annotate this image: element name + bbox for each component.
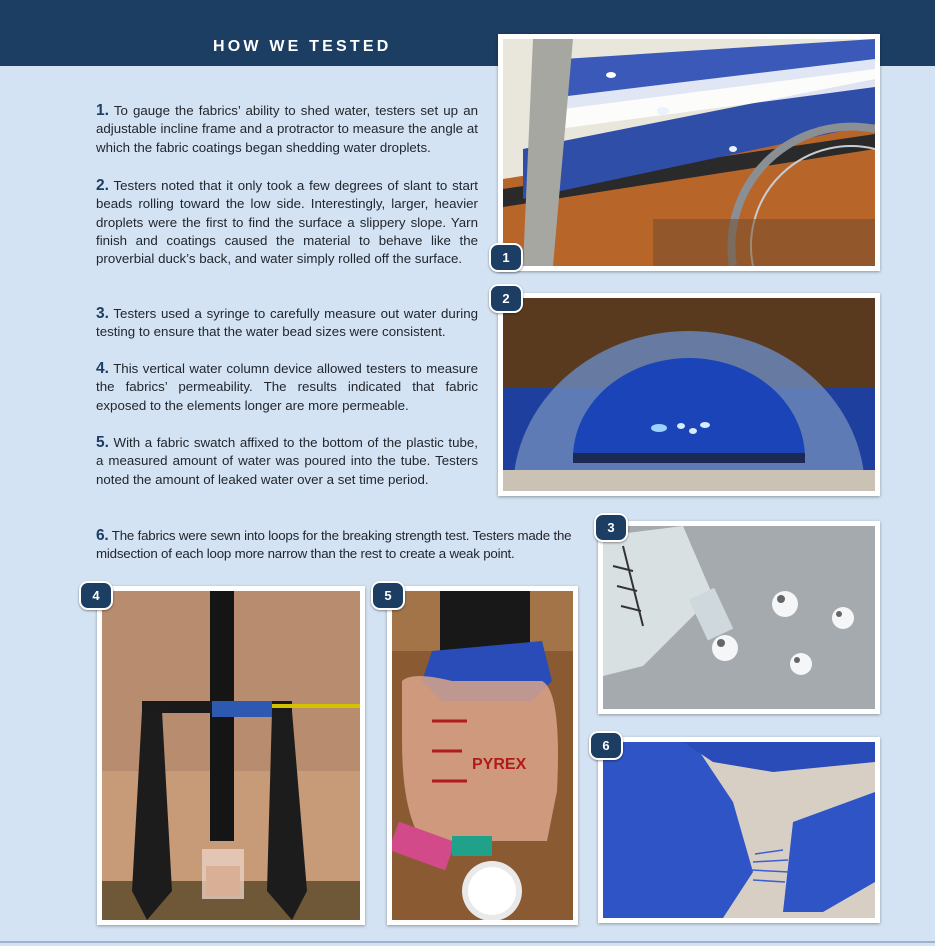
step-text: With a fabric swatch affixed to the bottom of the plastic tube, a measured amount of water was poured into the tube. Testers noted the amount of leaked water over a set time period.: [96, 435, 478, 487]
step-3: [96, 305, 478, 342]
step-4: [96, 360, 478, 415]
step-6: [96, 527, 582, 564]
photo-badge-2: 2: [489, 284, 523, 313]
photo-protractor-beads: [498, 293, 880, 496]
step-number: 3.: [96, 305, 109, 322]
photo-badge-1: 1: [489, 243, 523, 272]
photo-badge-5: 5: [371, 581, 405, 610]
step-text: The fabrics were sewn into loops for the breaking strength test. Testers made the midsection of each loop more narrow than the rest to create a weak point.: [96, 528, 572, 562]
photo-badge-6: 6: [589, 731, 623, 760]
step-text: To gauge the fabrics’ ability to shed water, testers set up an adjustable incline frame and a protractor to measure the angle at which the fabric coatings began shedding water droplets.: [96, 103, 478, 155]
photo-torn-fabric: [598, 737, 880, 923]
step-text: Testers used a syringe to carefully measure out water during testing to ensure that the water bead sizes were consistent.: [96, 306, 478, 340]
bottom-rule: [0, 941, 935, 943]
photo-syringe-beads: [598, 521, 880, 714]
step-text: Testers noted that it only took a few degrees of slant to start beads rolling toward the low side. Interestingly, larger, heavier droplets were the first to find the surface a slippery slope. Yarn finish and coatings caused the material to behave like the proverbial duck’s back, and water simply rolled off the surface.: [96, 178, 478, 267]
step-text: This vertical water column device allowed testers to measure the fabrics’ permeability. The results indicated that fabric exposed to the elements longer are more permeable.: [96, 361, 478, 413]
step-1: [96, 102, 478, 157]
step-number: 4.: [96, 360, 109, 377]
photo-pyrex-cup: [387, 586, 578, 925]
step-number: 5.: [96, 434, 109, 451]
step-2: [96, 177, 478, 268]
step-number: 1.: [96, 102, 109, 119]
photo-badge-3: 3: [594, 513, 628, 542]
photo-badge-4: 4: [79, 581, 113, 610]
pyrex-brand-text: PYREX: [472, 756, 527, 773]
step-number: 2.: [96, 177, 109, 194]
step-5: [96, 434, 478, 489]
photo-incline-frame: [498, 34, 880, 271]
section-title: HOW WE TESTED: [213, 38, 392, 55]
step-number: 6.: [96, 527, 109, 544]
photo-water-column: [97, 586, 365, 925]
